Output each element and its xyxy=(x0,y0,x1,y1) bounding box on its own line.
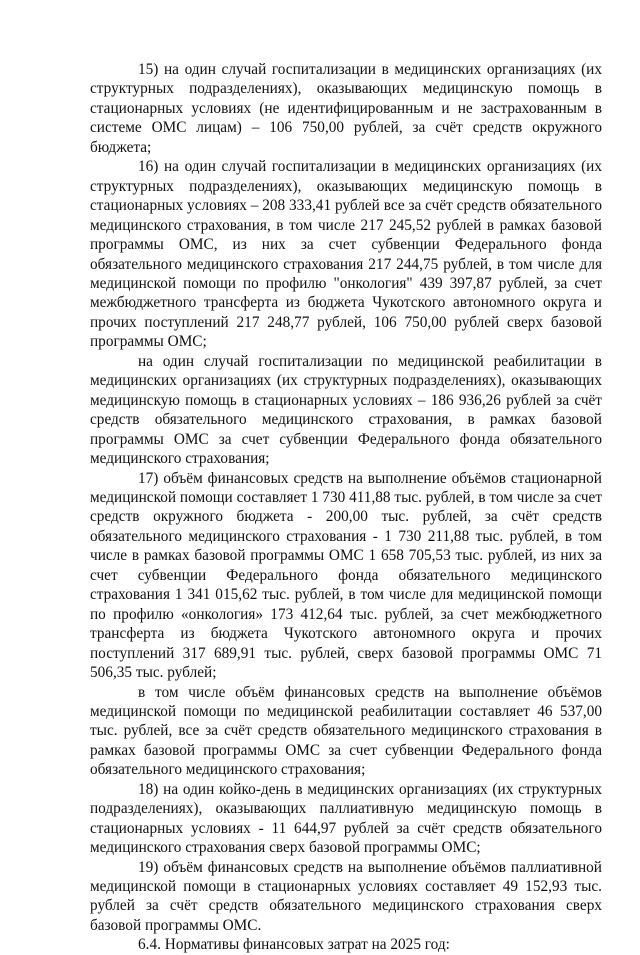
paragraph-item-19: 19) объём финансовых средств на выполнение объёмов паллиативной медицинской помощи в стационарных условиях составляет 49 152,93 тыс. рублей за счёт средств обязательного медицинского страхования сверх базовой программы ОМС. xyxy=(90,858,602,934)
paragraph-item-17: 17) объём финансовых средств на выполнение объёмов стационарной медицинской помощи составляет 1 730 411,88 тыс. рублей, в том числе за счет средств окружного бюджета - 200,00 тыс. рублей, за счёт средств обязательного медицинского страхования - 1 730 211,88 тыс. рублей, в том числе в рамках базовой программы ОМС 1 658 705,53 тыс. рублей, из них за счет субвенции Федерального фонда обязательного медицинского страхования 1 341 015,62 тыс. рублей, в том числе для медицинской помощи по профилю «онкология» 173 412,64 тыс. рублей, за счет межбюджетного трансферта из бюджета Чукотского автономного округа и прочих поступлений 317 689,91 тыс. рублей, сверх базовой программы ОМС 71 506,35 тыс. рублей; xyxy=(90,469,602,682)
section-heading-6-4: 6.4. Нормативы финансовых затрат на 2025 год: xyxy=(138,936,450,954)
paragraph-item-18: 18) на один койко-день в медицинских организациях (их структурных подразделениях), оказывающих паллиативную медицинскую помощь в стационарных условиях - 11 644,97 рублей за счёт средств обязательного медицинского страхования сверх базовой программы ОМС; xyxy=(90,780,602,857)
paragraph-rehabilitation-volume: в том числе объём финансовых средств на выполнение объёмов медицинской помощи по медицинской реабилитации составляет 46 537,00 тыс. рублей, все за счёт средств обязательного медицинского страхования в рамках базовой программы ОМС за счет субвенции Федерального фонда обязательного медицинского страхования; xyxy=(90,683,602,779)
paragraph-item-15: 15) на один случай госпитализации в медицинских организациях (их структурных подразделениях), оказывающих медицинскую помощь в стационарных условиях (не идентифицированным и не застрахованным в системе ОМС лицам) – 106 750,00 рублей, за счёт средств окружного бюджета; xyxy=(90,61,602,156)
paragraph-item-16: 16) на один случай госпитализации в медицинских организациях (их структурных подразделениях), оказывающих медицинскую помощь в стационарных условиях – 208 333,41 рублей все за счёт средств обязательного медицинского страхования, в том числе 217 245,52 рублей в рамках базовой программы ОМС, из них за счет субвенции Федерального фонда обязательного медицинского страхования 217 244,75 рублей, в том числе для медицинской помощи по профилю "онкология" 439 397,87 рублей, за счет межбюджетного трансферта из бюджета Чукотского автономного округа и прочих поступлений 217 248,77 рублей, 106 750,00 рублей сверх базовой программы ОМС; xyxy=(90,158,602,351)
paragraph-rehabilitation-case: на один случай госпитализации по медицинской реабилитации в медицинских организациях (их структурных подразделениях), оказывающих медицинскую помощь в стационарных условиях – 186 936,26 рублей за счёт средств обязательного медицинского страхования, в рамках базовой программы ОМС за счет субвенции Федерального фонда обязательного медицинского страхования; xyxy=(90,352,602,468)
document-body xyxy=(90,60,602,955)
